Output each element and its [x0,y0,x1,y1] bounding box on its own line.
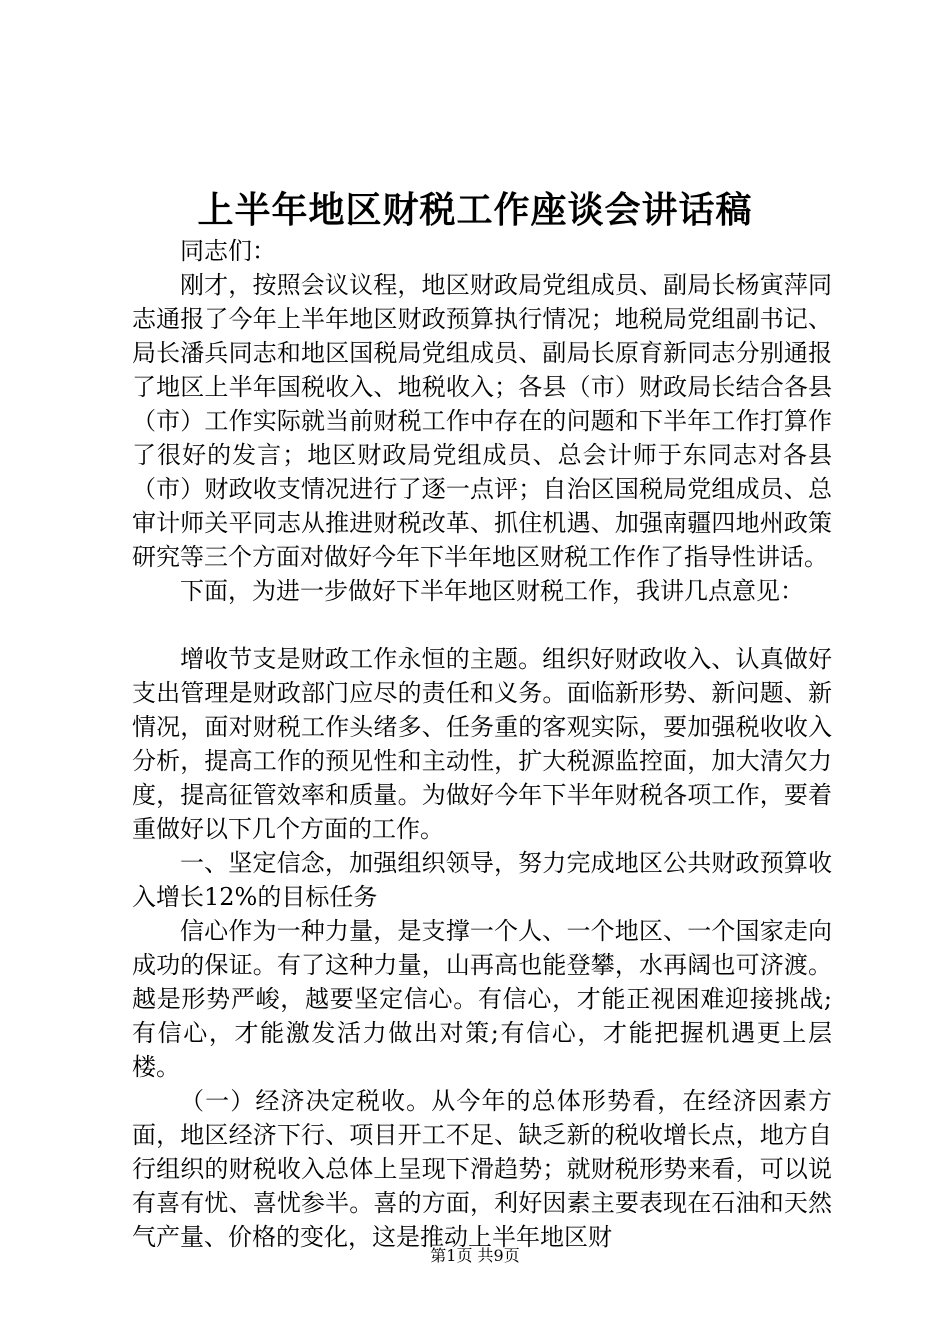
section-heading-one: 一、坚定信念，加强组织领导，努力完成地区公共财政预算收入增长12%的目标任务 [132,849,832,911]
paragraph-economy: （一）经济决定税收。从今年的总体形势看，在经济因素方面，地区经济下行、项目开工不足、缺乏新的税收增长点，地方自行组织的财税收入总体上呈现下滑趋势；就财税形势来看，可以说有喜有忧、喜忧参半。喜的方面，利好因素主要表现在石油和天然气产量、价格的变化，这是推动上半年地区财 [132,1087,832,1251]
paragraph-salutation: 同志们： [180,237,276,265]
paragraph-theme: 增收节支是财政工作永恒的主题。组织好财政收入、认真做好支出管理是财政部门应尽的责任和义务。面临新形势、新问题、新情况，面对财税工作头绪多、任务重的客观实际，要加强税收收入分析，提高工作的预见性和主动性，扩大税源监控面，加大清欠力度，提高征管效率和质量。为做好今年下半年财税各项工作，要着重做好以下几个方面的工作。 [132,645,832,843]
document-body [132,234,832,1254]
document-title: 上半年地区财税工作座谈会讲话稿 [197,189,753,231]
paragraph-opinions: 下面，为进一步做好下半年地区财税工作，我讲几点意见： [180,577,804,605]
paragraph-intro: 刚才，按照会议议程，地区财政局党组成员、副局长杨寅萍同志通报了今年上半年地区财政预算执行情况；地税局党组副书记、局长潘兵同志和地区国税局党组成员、副局长原育新同志分别通报了地区上半年国税收入、地税收入；各县（市）财政局长结合各县（市）工作实际就当前财税工作中存在的问题和下半年工作打算作了很好的发言；地区财政局党组成员、总会计师于东同志对各县（市）财政收支情况进行了逐一点评；自治区国税局党组成员、总审计师关平同志从推进财税改革、抓住机遇、加强南疆四地州政策研究等三个方面对做好今年下半年地区财税工作作了指导性讲话。 [132,271,832,571]
paragraph-confidence: 信心作为一种力量，是支撑一个人、一个地区、一个国家走向成功的保证。有了这种力量，山再高也能登攀，水再阔也可济渡。越是形势严峻，越要坚定信心。有信心，才能正视困难迎接挑战;有信心，才能激发活力做出对策;有信心，才能把握机遇更上层楼。 [132,917,832,1081]
page-number: 第1页 共9页 [430,1246,520,1265]
